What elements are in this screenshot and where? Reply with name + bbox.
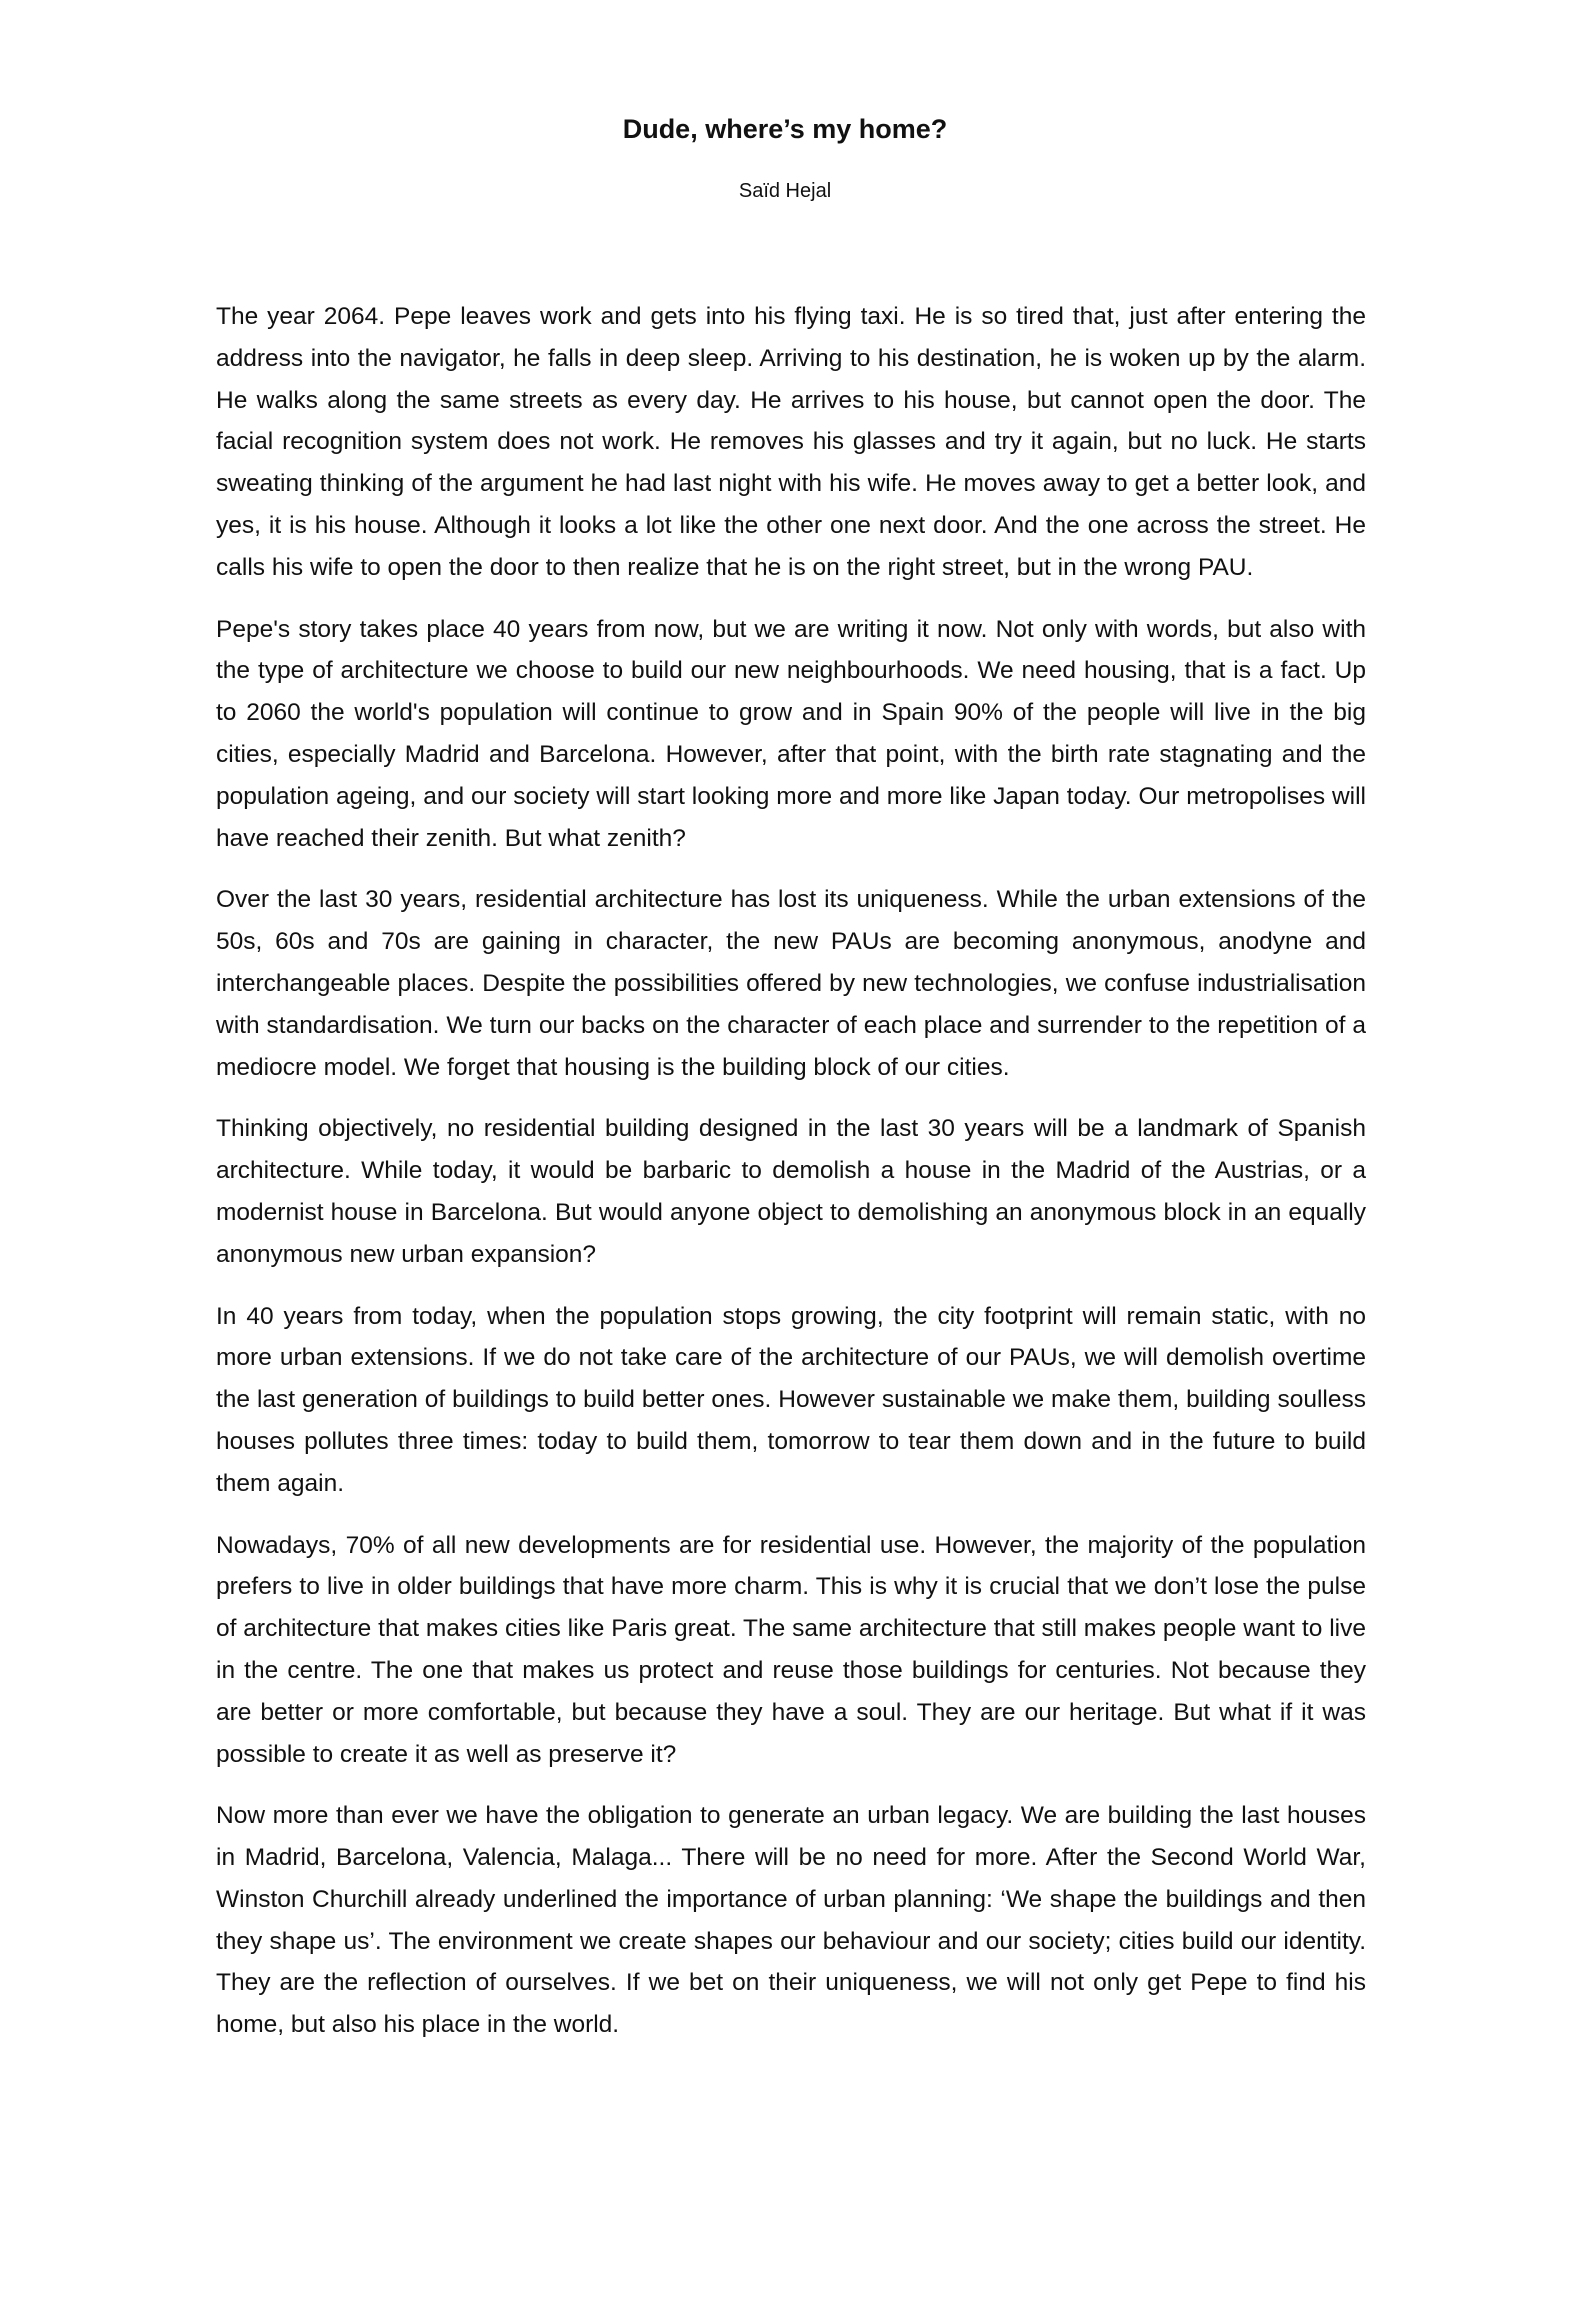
- paragraph-7: Now more than ever we have the obligation to generate an urban legacy. We are building the last houses in Madrid, Barcelona, Valencia, Malaga... There will be no need for more. After the Second World War, Winston Churchill already underlined the importance of urban planning: ‘We shape the buildings and then they shape us’. The environment we create shapes our behaviour and our society; cities build our identity. They are the reflection of ourselves. If we bet on their uniqueness, we will not only get Pepe to find his home, but also his place in the world.: [216, 1802, 1366, 2039]
- document-title: Dude, where’s my home?: [622, 114, 948, 144]
- paragraph-3: Over the last 30 years, residential architecture has lost its uniqueness. While the urban extensions of the 50s, 60s and 70s are gaining in character, the new PAUs are becoming anonymous, anodyne and interchangeable places. Despite the possibilities offered by new technologies, we confuse industrialisation with standardisation. We turn our backs on the character of each place and surrender to the repetition of a mediocre model. We forget that housing is the building block of our cities.: [216, 886, 1366, 1081]
- author-name: Saïd Hejal: [738, 180, 832, 202]
- paragraph-5: In 40 years from today, when the population stops growing, the city footprint will remain static, with no more urban extensions. If we do not take care of the architecture of our PAUs, we will demolish overtime the last generation of buildings to build better ones. However sustainable we make them, building soulless houses pollutes three times: today to build them, tomorrow to tear them down and in the future to build them again.: [216, 1302, 1366, 1497]
- paragraph-1: The year 2064. Pepe leaves work and gets into his flying taxi. He is so tired that, just after entering the address into the navigator, he falls in deep sleep. Arriving to his destination, he is woken up by the alarm. He walks along the same streets as every day. He arrives to his house, but cannot open the door. The facial recognition system does not work. He removes his glasses and try it again, but no luck. He starts sweating thinking of the argument he had last night with his wife. He moves away to get a better look, and yes, it is his house. Although it looks a lot like the other one next door. And the one across the street. He calls his wife to open the door to then realize that he is on the right street, but in the wrong PAU.: [216, 303, 1366, 581]
- article-body: [216, 296, 1366, 2066]
- paragraph-6: Nowadays, 70% of all new developments are for residential use. However, the majority of the population prefers to live in older buildings that have more charm. This is why it is crucial that we don’t lose the pulse of architecture that makes cities like Paris great. The same architecture that still makes people want to live in the centre. The one that makes us protect and reuse those buildings for centuries. Not because they are better or more comfortable, but because they have a soul. They are our heritage. But what if it was possible to create it as well as preserve it?: [216, 1531, 1366, 1768]
- paragraph-4: Thinking objectively, no residential building designed in the last 30 years will be a landmark of Spanish architecture. While today, it would be barbaric to demolish a house in the Madrid of the Austrias, or a modernist house in Barcelona. But would anyone object to demolishing an anonymous block in an equally anonymous new urban expansion?: [216, 1115, 1366, 1268]
- paragraph-2: Pepe's story takes place 40 years from now, but we are writing it now. Not only with words, but also with the type of architecture we choose to build our new neighbourhoods. We need housing, that is a fact. Up to 2060 the world's population will continue to grow and in Spain 90% of the people will live in the big cities, especially Madrid and Barcelona. However, after that point, with the birth rate stagnating and the population ageing, and our society will start looking more and more like Japan today. Our metropolises will have reached their zenith. But what zenith?: [216, 615, 1366, 852]
